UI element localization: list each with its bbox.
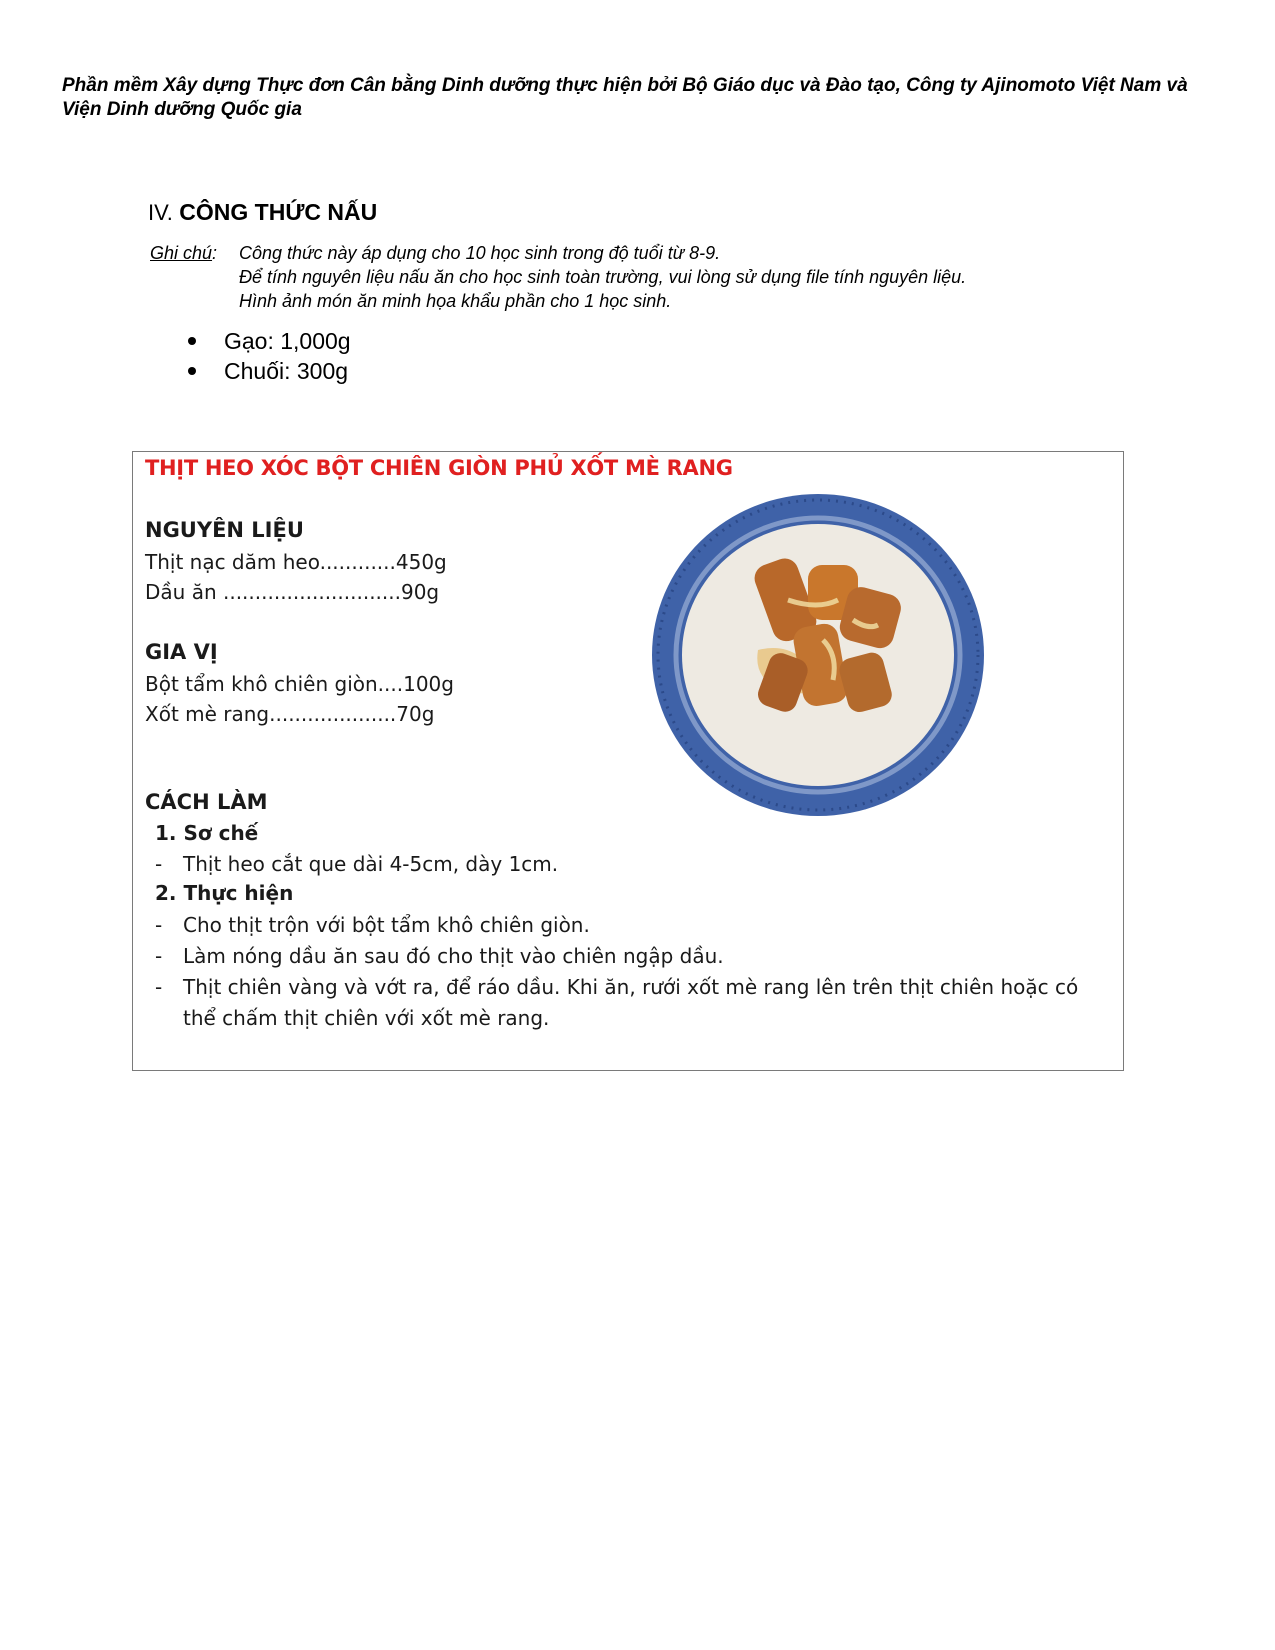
step-item-text: Cho thịt trộn với bột tẩm khô chiên giòn. — [183, 913, 590, 937]
section-number: IV. — [148, 200, 173, 225]
spice-item: Bột tẩm khô chiên giòn....100g — [145, 672, 454, 696]
step-item-text: Thịt chiên vàng và vớt ra, để ráo dầu. Khi ăn, rưới xốt mè rang lên trên thịt chiên hoặc có thể chấm thịt chiên với xốt mè rang. — [183, 975, 1079, 1030]
note-line: Hình ảnh món ăn minh họa khẩu phần cho 1 học sinh. — [239, 291, 672, 311]
dash-marker: - — [155, 944, 163, 968]
ingredients-heading: NGUYÊN LIỆU — [145, 518, 304, 542]
spice-item: Xốt mè rang....................70g — [145, 702, 435, 726]
method-heading: CÁCH LÀM — [145, 790, 268, 814]
note-line: Để tính nguyên liệu nấu ăn cho học sinh toàn trường, vui lòng sử dụng file tính nguyên liệu. — [239, 267, 967, 287]
step-item — [155, 972, 1095, 1034]
ingredient-item: Thịt nạc dăm heo............450g — [145, 550, 447, 574]
dash-marker: - — [155, 975, 163, 999]
recipe-card — [132, 451, 1124, 1071]
step-title: 2. Thực hiện — [155, 881, 294, 905]
step-item-text: Thịt heo cắt que dài 4-5cm, dày 1cm. — [183, 852, 559, 876]
ingredient-item: Dầu ăn ............................90g — [145, 580, 440, 604]
section-heading — [148, 199, 377, 226]
section-title: CÔNG THỨC NẤU — [179, 199, 378, 225]
note-block — [150, 241, 967, 311]
recipe-title: THỊT HEO XÓC BỘT CHIÊN GIÒN PHỦ XỐT MÈ RANG — [145, 456, 733, 480]
bullet-item: Gạo: 1,000g — [188, 326, 351, 356]
bullet-list — [188, 326, 351, 386]
note-label — [150, 241, 238, 265]
spices-heading: GIA VỊ — [145, 640, 218, 664]
dash-marker: - — [155, 852, 163, 876]
bullet-item: Chuối: 300g — [188, 356, 351, 386]
note-line: Công thức này áp dụng cho 10 học sinh trong độ tuổi từ 8-9. — [239, 243, 721, 263]
step-item — [155, 849, 1095, 880]
step-item — [155, 941, 1095, 972]
dish-photo — [648, 490, 988, 820]
document-header: Phần mềm Xây dựng Thực đơn Cân bằng Dinh dưỡng thực hiện bởi Bộ Giáo dục và Đào tạo, Công ty Ajinomoto Việt Nam và Viện Dinh dưỡng Quốc gia — [62, 75, 1188, 120]
step-item — [155, 910, 1095, 941]
dash-marker: - — [155, 913, 163, 937]
note-colon: : — [212, 243, 218, 263]
note-label-text: Ghi chú — [150, 243, 213, 263]
step-title: 1. Sơ chế — [155, 821, 259, 845]
step-item-text: Làm nóng dầu ăn sau đó cho thịt vào chiên ngập dầu. — [183, 944, 724, 968]
